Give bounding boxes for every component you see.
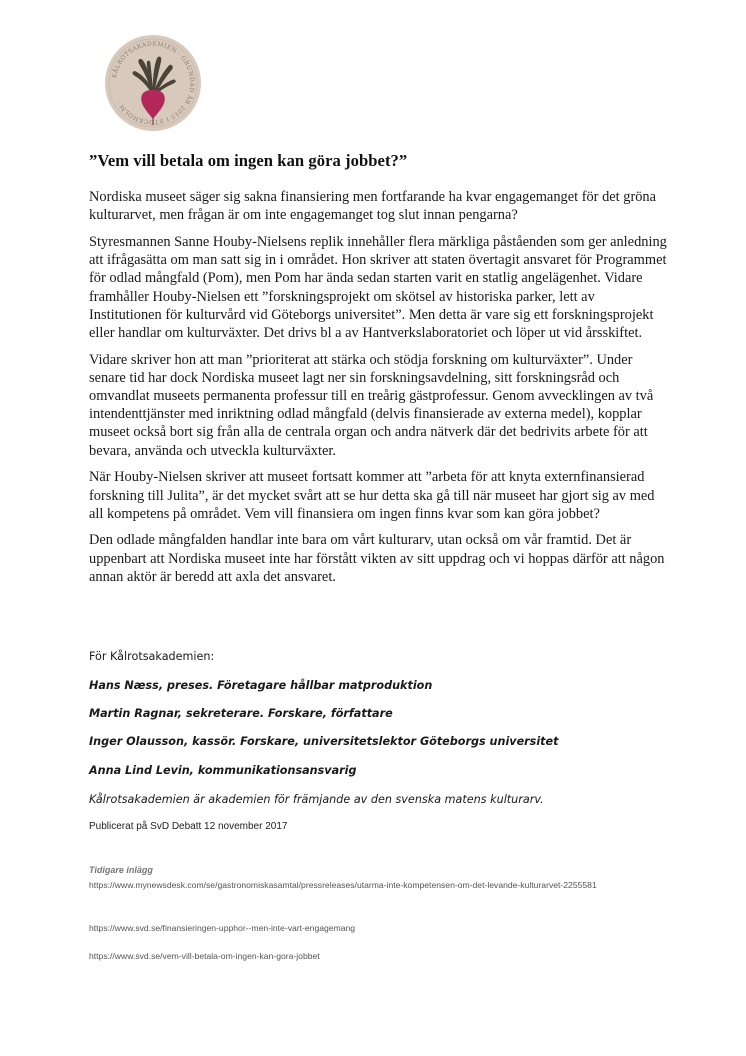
paragraph-intro: Nordiska museet säger sig sakna finansiering men fortfarande ha kvar engagemanget för det gröna kulturarvet, men frågan är om inte engagemanget tog slut innan pengarna? [89, 189, 657, 224]
previous-posts [89, 865, 689, 961]
article-title: ”Vem vill betala om ingen kan göra jobbet?” [89, 151, 408, 170]
article-body [89, 188, 669, 595]
paragraph: Styresmannen Sanne Houby-Nielsens replik innehåller flera märkliga påståenden som ger anledning att ifrågasätta om man satt sig in i området. Hon skriver att staten övertagit ansvaret för Programmet för odlad mångfald (Pom), men Pom har ända sedan starten varit en statlig angelägenhet. Vidare framhåller Houby-Nielsen ett ”forskningsprojekt om skötsel av historiska parker, lett av Institutionen för kulturvård vid Göteborgs universitet”. Men detta är vare sig ett forskningsprojekt eller handlar om kulturväxter. Det drivs bl a av Hantverkslaboratoriet och löper ut vid årsskiftet. [89, 233, 667, 341]
signatory: Anna Lind Levin, kommunikationsansvarig [89, 764, 357, 777]
signature-intro: För Kålrotsakademien: [89, 650, 215, 663]
previous-posts-heading: Tidigare inlägg [89, 865, 153, 875]
paragraph: När Houby-Nielsen skriver att museet fortsatt kommer att ”arbeta för att knyta externfinansierad forskning till Julita”, är det mycket svårt att se hur detta ska gå till när museet har gjort sig av med all kompetens på området. Vem vill finansiera om ingen finns kvar som kan göra jobbet? [89, 469, 655, 522]
publication-note: Publicerat på SvD Debatt 12 november 2017 [89, 821, 288, 832]
paragraph-conclusion: Den odlade mångfalden handlar inte bara om vårt kulturarv, utan också om vår framtid. Det är uppenbart att Nordiska museet inte har förstått vikten av sitt uppdrag och vi hoppas därför att någon annan aktör är beredd att axla det ansvaret. [89, 532, 665, 585]
organisation-description: Kålrotsakademien är akademien för främjande av den svenska matens kulturarv. [89, 793, 544, 806]
kalrotsakademien-logo [104, 34, 202, 132]
signatory: Inger Olausson, kassör. Forskare, universitetslektor Göteborgs universitet [89, 735, 559, 748]
signatory: Hans Næss, preses. Företagare hållbar matproduktion [89, 679, 433, 692]
reference-link[interactable]: https://www.mynewsdesk.com/se/gastronomiskasamtal/pressreleases/utarma-inte-kompetensen-om-det-levande-kulturarvet-2255581 [89, 880, 597, 890]
logo-ring-text: KÅLROTSAKADEMIEN · GRUNDAD ÅR 2015 I STOCKHOLM · [111, 40, 196, 126]
reference-link[interactable]: https://www.svd.se/vem-vill-betala-om-ingen-kan-gora-jobbet [89, 951, 320, 961]
reference-link[interactable]: https://www.svd.se/finansieringen-upphor--men-inte-vart-engagemang [89, 923, 356, 933]
signatory: Martin Ragnar, sekreterare. Forskare, författare [89, 707, 393, 720]
paragraph: Vidare skriver hon att man ”prioriterat att stärka och stödja forskning om kulturväxter”. Under senare tid har dock Nordiska museet lagt ner sin forskningsavdelning, sitt forskningsråd och omvandlat museets permanenta professur till en treårig gästprofessur. Genom avvecklingen av två intendenttjänster med inriktning odlad mångfald (delvis finansierade av externa medel), kopplar museet också bort sig från alla de centrala organ och andra nätverk där det bedrivits arbete för att bevara, använda och utveckla kulturväxter. [89, 351, 654, 459]
